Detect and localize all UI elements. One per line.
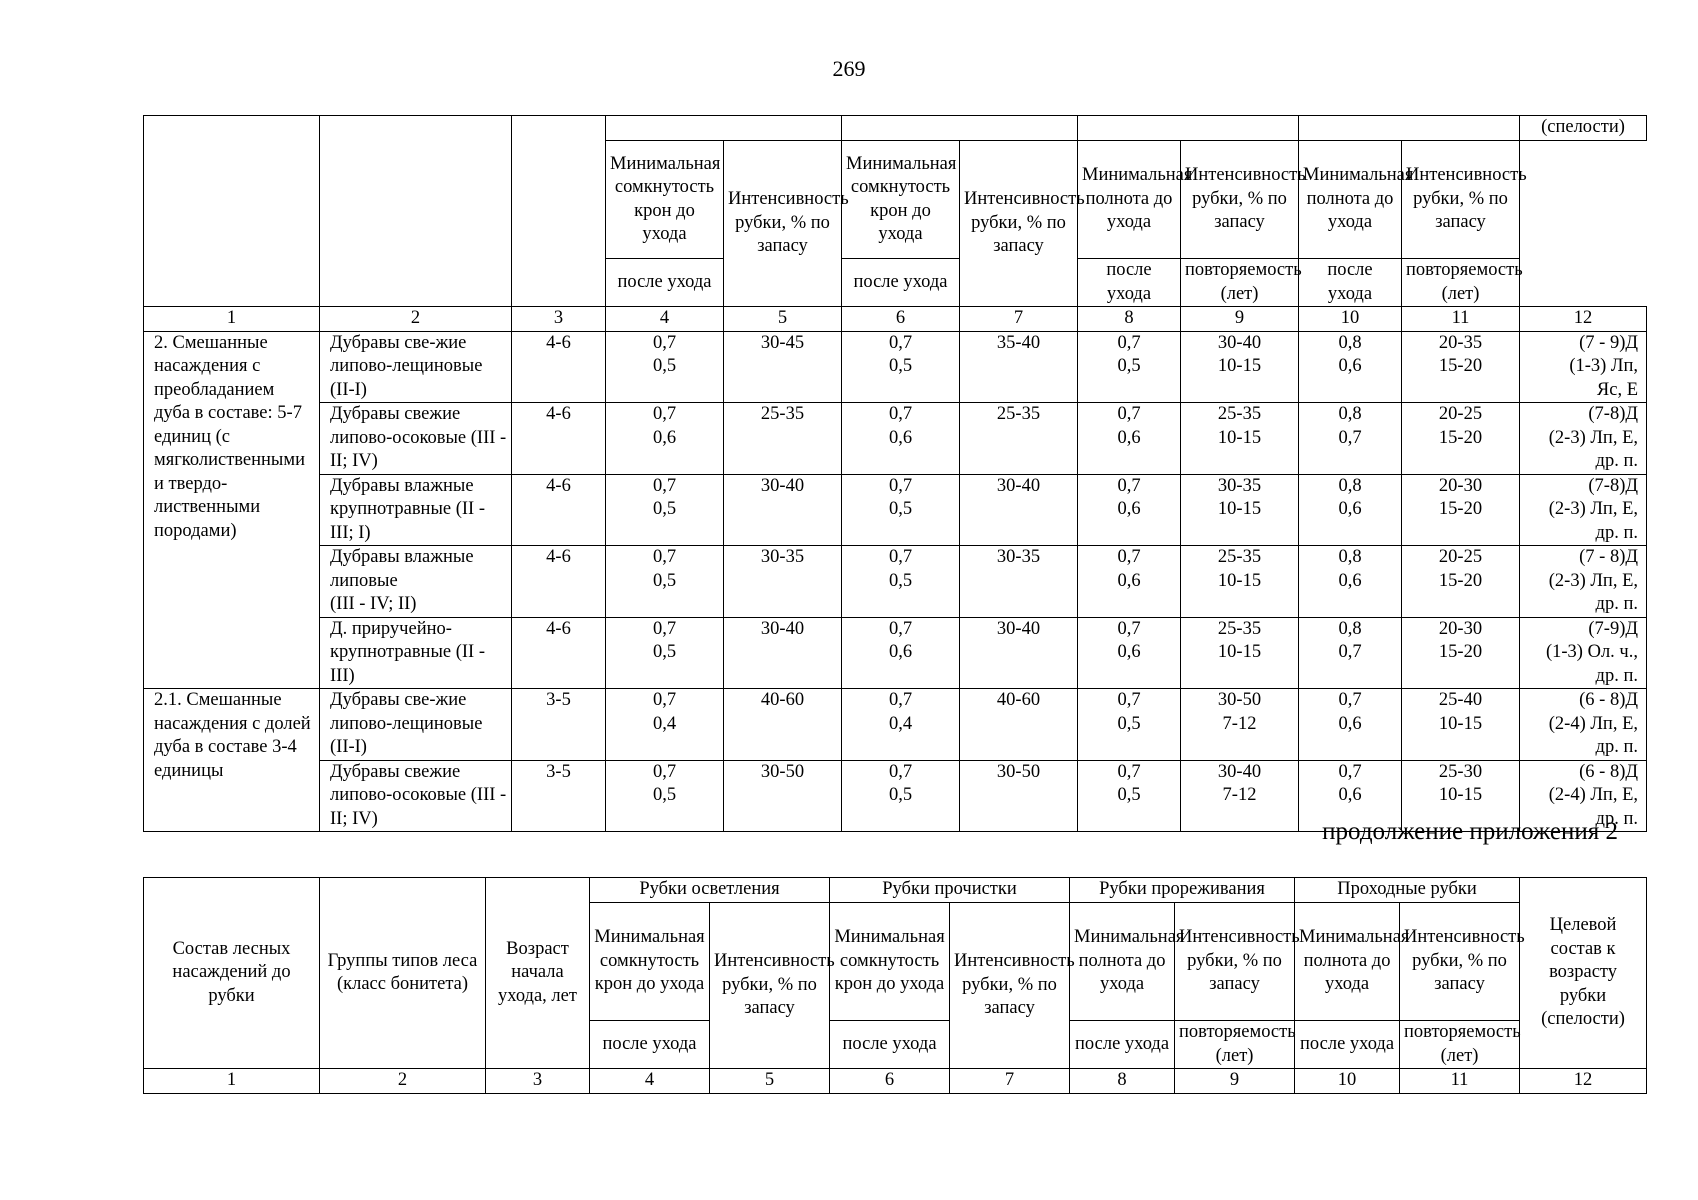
col-number: 7 <box>960 307 1078 332</box>
value-cell-c7: 30-40 <box>960 474 1078 546</box>
forest-type-cell: Дубравы све-жие липово-лещиновые (II-I) <box>320 689 512 761</box>
table-row <box>144 546 1647 618</box>
age-cell: 3-5 <box>512 760 606 832</box>
value-cell-c6: 0,7 0,6 <box>842 617 960 689</box>
page-number: 269 <box>832 56 866 81</box>
value-cell-c8: 0,7 0,6 <box>1078 403 1181 475</box>
value-cell-c12: (7 - 8)Д (2-3) Лп, Е, др. п. <box>1520 546 1647 618</box>
value-cell-c8: 0,7 0,5 <box>1078 689 1181 761</box>
forest-type-cell: Дубравы свежие липово-осоковые (III - II; IV) <box>320 760 512 832</box>
col-number: 4 <box>590 1069 710 1094</box>
col-number: 7 <box>950 1069 1070 1094</box>
t2-group-lightening: Рубки осветления <box>590 878 830 903</box>
value-cell-c4: 0,7 0,5 <box>606 546 724 618</box>
value-cell-c8: 0,7 0,6 <box>1078 546 1181 618</box>
col-number: 6 <box>830 1069 950 1094</box>
t2-group-thinning: Рубки прореживания <box>1070 878 1295 903</box>
value-cell-c8: 0,7 0,6 <box>1078 617 1181 689</box>
t1-c8-top: Минимальная полнота до ухода <box>1078 141 1181 259</box>
t1-header-c12: (спелости) <box>1520 116 1647 141</box>
t2-group-passing: Проходные рубки <box>1295 878 1520 903</box>
value-cell-c10: 0,7 0,6 <box>1299 689 1402 761</box>
col-number: 5 <box>724 307 842 332</box>
t2-c8-bottom: после ухода <box>1070 1021 1175 1069</box>
t1-c4-bottom: после ухода <box>606 259 724 307</box>
value-cell-c10: 0,8 0,6 <box>1299 331 1402 403</box>
value-cell-c7: 30-50 <box>960 760 1078 832</box>
age-cell: 4-6 <box>512 331 606 403</box>
value-cell-c12: (7-9)Д (1-3) Ол. ч., др. п. <box>1520 617 1647 689</box>
t1-c10-top: Минимальная полнота до ухода <box>1299 141 1402 259</box>
value-cell-c5: 25-35 <box>724 403 842 475</box>
value-cell-c7: 30-35 <box>960 546 1078 618</box>
value-cell-c4: 0,7 0,4 <box>606 689 724 761</box>
value-cell-c9: 25-35 10-15 <box>1181 403 1299 475</box>
age-cell: 3-5 <box>512 689 606 761</box>
col-number: 4 <box>606 307 724 332</box>
value-cell-c4: 0,7 0,6 <box>606 403 724 475</box>
table-row <box>144 617 1647 689</box>
value-cell-c6: 0,7 0,5 <box>842 760 960 832</box>
value-cell-c5: 30-40 <box>724 474 842 546</box>
col-number: 3 <box>512 307 606 332</box>
forest-type-cell: Дубравы све-жие липово-лещиновые (II-I) <box>320 331 512 403</box>
value-cell-c6: 0,7 0,5 <box>842 331 960 403</box>
t2-c11-top: Интенсивность рубки, % по запасу <box>1400 903 1520 1021</box>
t2-c11-bottom: повторяемость (лет) <box>1400 1021 1520 1069</box>
age-cell: 4-6 <box>512 617 606 689</box>
t1-c4-top: Минимальная сомкнутость крон до ухода <box>606 141 724 259</box>
col-number: 9 <box>1181 307 1299 332</box>
value-cell-c9: 30-50 7-12 <box>1181 689 1299 761</box>
age-cell: 4-6 <box>512 474 606 546</box>
t1-c11-bottom: повторяемость (лет) <box>1402 259 1520 307</box>
t1-group-header-4 <box>1299 116 1520 141</box>
t1-c11-top: Интенсивность рубки, % по запасу <box>1402 141 1520 259</box>
t2-c4-bottom: после ухода <box>590 1021 710 1069</box>
t1-header-c3 <box>512 116 606 307</box>
t2-c9-top: Интенсивность рубки, % по запасу <box>1175 903 1295 1021</box>
col-number: 10 <box>1299 307 1402 332</box>
forest-type-cell: Д. приручейно-крупнотравные (II - III) <box>320 617 512 689</box>
value-cell-c11: 20-25 15-20 <box>1402 546 1520 618</box>
value-cell-c8: 0,7 0,6 <box>1078 474 1181 546</box>
t2-col12-header: Целевой состав к возрасту рубки (спелости) <box>1520 878 1647 1069</box>
value-cell-c10: 0,8 0,6 <box>1299 474 1402 546</box>
value-cell-c7: 40-60 <box>960 689 1078 761</box>
col-number: 2 <box>320 307 512 332</box>
value-cell-c4: 0,7 0,5 <box>606 760 724 832</box>
value-cell-c11: 25-40 10-15 <box>1402 689 1520 761</box>
forest-type-cell: Дубравы влажные крупнотравные (II - III; I) <box>320 474 512 546</box>
value-cell-c11: 20-30 15-20 <box>1402 617 1520 689</box>
forest-type-cell: Дубравы свежие липово-осоковые (III - II; IV) <box>320 403 512 475</box>
value-cell-c9: 30-40 10-15 <box>1181 331 1299 403</box>
t2-c6-bottom: после ухода <box>830 1021 950 1069</box>
col-number: 11 <box>1400 1069 1520 1094</box>
value-cell-c9: 30-40 7-12 <box>1181 760 1299 832</box>
value-cell-c4: 0,7 0,5 <box>606 474 724 546</box>
t1-c9-top: Интенсивность рубки, % по запасу <box>1181 141 1299 259</box>
value-cell-c4: 0,7 0,5 <box>606 331 724 403</box>
t1-number-row <box>144 307 1647 332</box>
value-cell-c4: 0,7 0,5 <box>606 617 724 689</box>
group-label: 2.1. Смешанные насаждения с долей дуба в составе 3-4 единицы <box>144 689 320 832</box>
t2-c9-bottom: повторяемость (лет) <box>1175 1021 1295 1069</box>
t2-c4-top: Минимальная сомкнутость крон до ухода <box>590 903 710 1021</box>
col-number: 3 <box>486 1069 590 1094</box>
t2-number-row <box>144 1069 1647 1094</box>
value-cell-c6: 0,7 0,4 <box>842 689 960 761</box>
table-row <box>144 474 1647 546</box>
col-number: 1 <box>144 307 320 332</box>
t1-group-header-3 <box>1078 116 1299 141</box>
age-cell: 4-6 <box>512 546 606 618</box>
col-number: 9 <box>1175 1069 1295 1094</box>
value-cell-c8: 0,7 0,5 <box>1078 331 1181 403</box>
t2-c10-bottom: после ухода <box>1295 1021 1400 1069</box>
t2-c6-top: Минимальная сомкнутость крон до ухода <box>830 903 950 1021</box>
t1-c12-empty <box>1520 141 1647 307</box>
t1-c7-header: Интенсивность рубки, % по запасу <box>960 141 1078 307</box>
value-cell-c5: 30-45 <box>724 331 842 403</box>
value-cell-c11: 25-30 10-15 <box>1402 760 1520 832</box>
value-cell-c5: 30-40 <box>724 617 842 689</box>
col-number: 8 <box>1070 1069 1175 1094</box>
value-cell-c9: 25-35 10-15 <box>1181 546 1299 618</box>
value-cell-c7: 25-35 <box>960 403 1078 475</box>
col-number: 1 <box>144 1069 320 1094</box>
table-row <box>144 403 1647 475</box>
value-cell-c11: 20-25 15-20 <box>1402 403 1520 475</box>
t2-col3-header: Возраст начала ухода, лет <box>486 878 590 1069</box>
value-cell-c11: 20-30 15-20 <box>1402 474 1520 546</box>
value-cell-c11: 20-35 15-20 <box>1402 331 1520 403</box>
t1-c8-bottom: после ухода <box>1078 259 1181 307</box>
continuation-table <box>143 877 1647 1094</box>
t1-c10-bottom: после ухода <box>1299 259 1402 307</box>
value-cell-c10: 0,8 0,7 <box>1299 403 1402 475</box>
value-cell-c9: 30-35 10-15 <box>1181 474 1299 546</box>
t1-group-header-2 <box>842 116 1078 141</box>
t1-c9-bottom: повторяемость (лет) <box>1181 259 1299 307</box>
col-number: 12 <box>1520 307 1647 332</box>
col-number: 11 <box>1402 307 1520 332</box>
age-cell: 4-6 <box>512 403 606 475</box>
value-cell-c10: 0,8 0,7 <box>1299 617 1402 689</box>
t2-col2-header: Группы типов леса (класс бонитета) <box>320 878 486 1069</box>
t1-c5-header: Интенсивность рубки, % по запасу <box>724 141 842 307</box>
col-number: 2 <box>320 1069 486 1094</box>
t1-group-header-1 <box>606 116 842 141</box>
value-cell-c12: (7-8)Д (2-3) Лп, Е, др. п. <box>1520 403 1647 475</box>
col-number: 6 <box>842 307 960 332</box>
t2-c7-header: Интенсивность рубки, % по запасу <box>950 903 1070 1069</box>
forest-type-cell: Дубравы влажные липовые (III - IV; II) <box>320 546 512 618</box>
t1-header-c1 <box>144 116 320 307</box>
value-cell-c9: 25-35 10-15 <box>1181 617 1299 689</box>
table-row <box>144 331 1647 403</box>
t2-col1-header: Состав лесных насаждений до рубки <box>144 878 320 1069</box>
value-cell-c7: 30-40 <box>960 617 1078 689</box>
t2-c8-top: Минимальная полнота до ухода <box>1070 903 1175 1021</box>
t1-c6-top: Минимальная сомкнутость крон до ухода <box>842 141 960 259</box>
continuation-caption: продолжение приложения 2 <box>1322 818 1618 845</box>
value-cell-c6: 0,7 0,6 <box>842 403 960 475</box>
table-row <box>144 689 1647 761</box>
value-cell-c12: (6 - 8)Д (2-4) Лп, Е, др. п. <box>1520 689 1647 761</box>
value-cell-c6: 0,7 0,5 <box>842 474 960 546</box>
value-cell-c10: 0,7 0,6 <box>1299 760 1402 832</box>
col-number: 10 <box>1295 1069 1400 1094</box>
value-cell-c5: 40-60 <box>724 689 842 761</box>
value-cell-c10: 0,8 0,6 <box>1299 546 1402 618</box>
value-cell-c12: (7-8)Д (2-3) Лп, Е, др. п. <box>1520 474 1647 546</box>
value-cell-c5: 30-35 <box>724 546 842 618</box>
t2-c10-top: Минимальная полнота до ухода <box>1295 903 1400 1021</box>
value-cell-c6: 0,7 0,5 <box>842 546 960 618</box>
col-number: 12 <box>1520 1069 1647 1094</box>
value-cell-c5: 30-50 <box>724 760 842 832</box>
col-number: 5 <box>710 1069 830 1094</box>
col-number: 8 <box>1078 307 1181 332</box>
value-cell-c12: (6 - 8)Д (2-4) Лп, Е, др. п. <box>1520 760 1647 832</box>
main-table <box>143 115 1647 832</box>
t1-header-c2 <box>320 116 512 307</box>
t2-c5-header: Интенсивность рубки, % по запасу <box>710 903 830 1069</box>
t1-c6-bottom: после ухода <box>842 259 960 307</box>
t2-group-cleaning: Рубки прочистки <box>830 878 1070 903</box>
group-label: 2. Смешанные насаждения с преобладанием дуба в составе: 5-7 единиц (с мягколиственными и твердо-лиственными породами) <box>144 331 320 689</box>
value-cell-c8: 0,7 0,5 <box>1078 760 1181 832</box>
value-cell-c12: (7 - 9)Д (1-3) Лп, Яс, Е <box>1520 331 1647 403</box>
value-cell-c7: 35-40 <box>960 331 1078 403</box>
